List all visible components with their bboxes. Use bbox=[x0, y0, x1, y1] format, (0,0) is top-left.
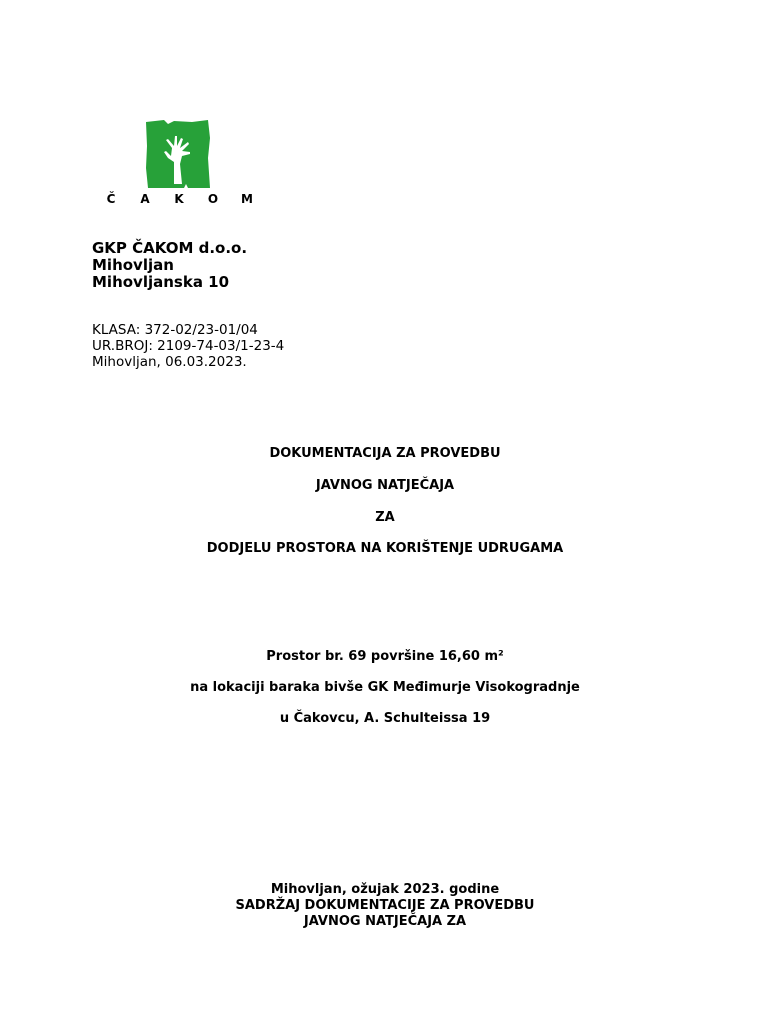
space-line-2: na lokaciji baraka bivše GK Međimurje Visokogradnje bbox=[190, 680, 580, 695]
company-place: Mihovljan bbox=[92, 256, 174, 274]
title-line-1: DOKUMENTACIJA ZA PROVEDBU bbox=[269, 446, 501, 461]
title-line-4: DODJELU PROSTORA NA KORIŠTENJE UDRUGAMA bbox=[206, 541, 564, 556]
footer-line-1: Mihovljan, ožujak 2023. godine bbox=[270, 882, 500, 897]
document-footer bbox=[0, 882, 770, 936]
title-line-2: JAVNOG NATJEČAJA bbox=[315, 478, 455, 493]
cakom-logo bbox=[104, 118, 254, 210]
logo-letter: O bbox=[207, 192, 219, 206]
space-details bbox=[0, 649, 770, 739]
logo-letter: M bbox=[241, 192, 253, 206]
footer-line-2: SADRŽAJ DOKUMENTACIJE ZA PROVEDBU bbox=[235, 898, 535, 913]
cakom-hand-logo-icon bbox=[144, 118, 212, 190]
footer-line-3: JAVNOG NATJEČAJA ZA bbox=[303, 914, 467, 929]
document-reference bbox=[92, 322, 284, 370]
space-line-1: Prostor br. 69 površine 16,60 m² bbox=[266, 649, 504, 664]
place-date: Mihovljan, 06.03.2023. bbox=[92, 354, 247, 370]
logo-letter: K bbox=[174, 192, 184, 206]
klasa-number: KLASA: 372-02/23-01/04 bbox=[92, 322, 258, 338]
urbroj-number: UR.BROJ: 2109-74-03/1-23-4 bbox=[92, 338, 285, 354]
company-address: Mihovljanska 10 bbox=[92, 273, 230, 291]
logo-letter: A bbox=[140, 192, 150, 206]
logo-wordmark bbox=[104, 192, 254, 206]
space-line-3: u Čakovcu, A. Schulteissa 19 bbox=[279, 711, 491, 726]
document-title bbox=[0, 446, 770, 566]
company-header bbox=[92, 240, 247, 291]
company-name: GKP ČAKOM d.o.o. bbox=[92, 239, 248, 257]
logo-letter: Č bbox=[106, 192, 116, 206]
title-line-3: ZA bbox=[375, 510, 395, 525]
